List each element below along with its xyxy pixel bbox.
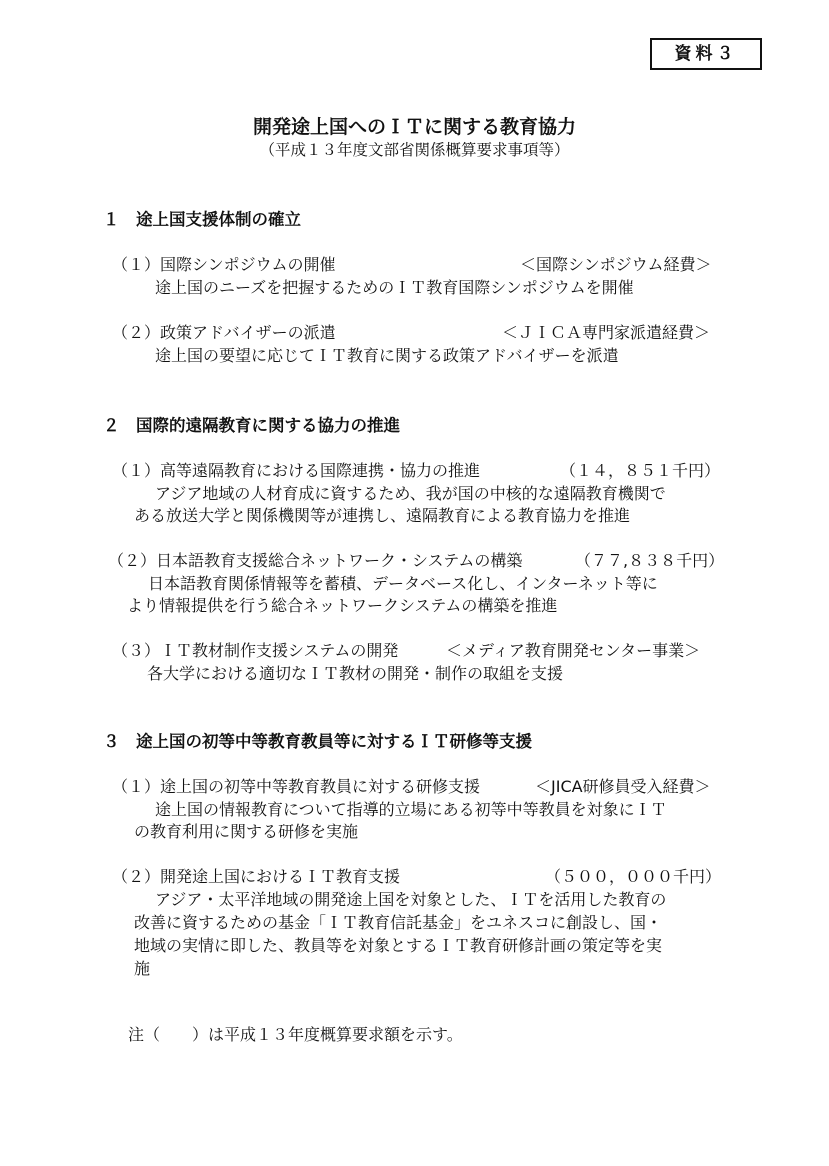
item-line: 途上国の情報教育について指導的立場にある初等中等教員を対象にＩＴ (155, 800, 667, 819)
item-line: 改善に資するための基金「ＩＴ教育信託基金」をユネスコに創設し、国・ (134, 913, 663, 932)
section-heading: ３ 途上国の初等中等教育教員等に対するＩＴ研修等支援 (103, 732, 532, 751)
item-line: アジア・太平洋地域の開発途上国を対象とした、ＩＴを活用した教育の (155, 890, 667, 909)
item-budget: ＜国際シンポジウム経費＞ (520, 255, 712, 274)
item-label: （３）ＩＴ教材制作支援システムの開発 (112, 641, 399, 660)
item-line: 途上国の要望に応じてＩＴ教育に関する政策アドバイザーを派遣 (155, 346, 619, 365)
footnote: 注（ ）は平成１３年度概算要求額を示す。 (128, 1025, 463, 1044)
item-label: （１）高等遠隔教育における国際連携・協力の推進 (112, 461, 481, 480)
item-label: （１）途上国の初等中等教育教員に対する研修支援 (112, 777, 481, 796)
item-label: （２）日本語教育支援総合ネットワーク・システムの構築 (108, 551, 523, 570)
item-line: 各大学における適切なＩＴ教材の開発・制作の取組を支援 (147, 664, 564, 683)
item-label: （２）開発途上国におけるＩＴ教育支援 (112, 867, 401, 886)
item-line: 地域の実情に即した、教員等を対象とするＩＴ教育研修計画の策定等を実 (134, 936, 663, 955)
page-subtitle: （平成１３年度文部省関係概算要求事項等） (259, 141, 570, 159)
item-line: ある放送大学と関係機関等が連携し、遠隔教育による教育協力を推進 (134, 506, 631, 525)
item-line: 施 (134, 959, 151, 978)
document-badge: 資料３ (650, 38, 762, 70)
item-budget: （７７,８３８千円） (575, 551, 725, 570)
section-heading: ２ 国際的遠隔教育に関する協力の推進 (103, 416, 400, 435)
item-line: アジア地域の人材育成に資するため、我が国の中核的な遠隔教育機関で (155, 484, 666, 503)
item-budget: （１４，８５１千円） (560, 461, 721, 480)
item-budget: （５００，０００千円） (545, 867, 722, 886)
item-budget: ＜ＪＩＣＡ専門家派遣経費＞ (502, 323, 711, 342)
item-label: （１）国際シンポジウムの開催 (112, 255, 336, 274)
item-line: 日本語教育関係情報等を蓄積、データベース化し、インターネット等に (148, 574, 658, 593)
item-line: 途上国のニーズを把握するためのＩＴ教育国際シンポジウムを開催 (155, 278, 634, 297)
page-title: 開発途上国へのＩＴに関する教育協力 (252, 116, 576, 138)
item-label: （２）政策アドバイザーの派遣 (112, 323, 336, 342)
item-line: の教育利用に関する研修を実施 (134, 822, 359, 841)
item-line: より情報提供を行う総合ネットワークシステムの構築を推進 (127, 596, 558, 615)
item-budget: ＜メディア教育開発センター事業＞ (446, 641, 701, 660)
section-heading: １ 途上国支援体制の確立 (103, 210, 301, 229)
item-budget: ＜JICA研修員受入経費＞ (535, 777, 711, 796)
